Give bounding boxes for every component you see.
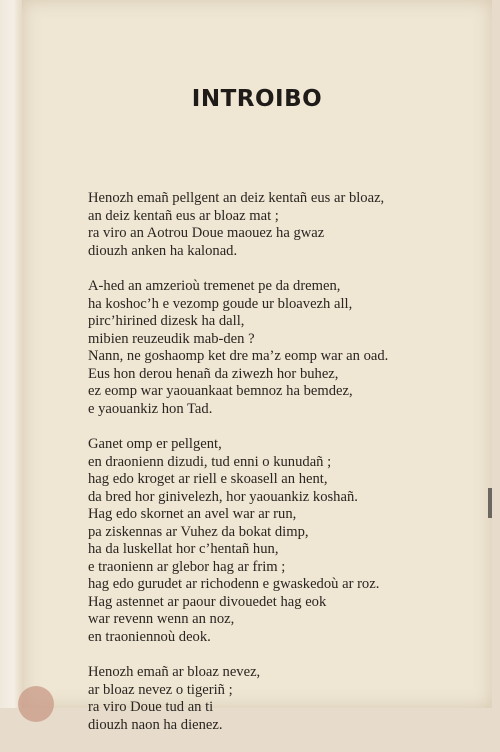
poem-line: ha koshoc’h e vezomp goude ur bloavezh all, <box>88 295 353 312</box>
poem-line: ha da luskellat hor c’hentañ hun, <box>88 541 279 557</box>
poem-line: hag edo gurudet ar richodenn e gwaskedoù ar roz. <box>88 576 380 592</box>
stanza <box>88 664 500 734</box>
poem-line: en traoniennoù deok. <box>88 628 211 645</box>
poem-line: da bred hor ginivelezh, hor yaouankiz koshañ. <box>88 488 358 505</box>
stanza <box>88 190 500 260</box>
poem-line: pa ziskennas ar Vuhez da bokat dimp, <box>88 523 309 540</box>
book-page <box>22 0 492 733</box>
poem-line: ra viro Doue tud an ti <box>88 699 214 715</box>
poem-line: Hag astennet ar paour divouedet hag eok <box>88 593 327 610</box>
poem-line: ez eomp war yaouankaat bemnoz ha bemdez, <box>88 383 353 399</box>
poem-line: mibien reuzeudik mab-den ? <box>88 330 255 347</box>
poem-line: an deiz kentañ eus ar bloaz mat ; <box>88 207 279 224</box>
poem-title: INTROIBO <box>191 86 323 112</box>
poem-line: hag edo kroget ar riell e skoasell an hent, <box>88 471 328 487</box>
poem-line: Henozh emañ ar bloaz nevez, <box>88 664 261 680</box>
poem-line: pirc’hirined dizesk ha dall, <box>88 313 245 329</box>
poem-line: Henozh emañ pellgent an deiz kentañ eus ar bloaz, <box>88 190 385 206</box>
poem-line: e yaouankiz hon Tad. <box>88 400 213 417</box>
poem-line: Hag edo skornet an avel war ar run, <box>88 506 297 522</box>
page-tab-marker <box>488 488 492 518</box>
stanza <box>88 278 500 418</box>
poem-line: war revenn wenn an noz, <box>88 611 235 627</box>
poem-line: diouzh naon ha dienez. <box>88 716 223 733</box>
poem-line: en draonienn dizudi, tud enni o kunudañ ; <box>88 453 332 470</box>
poem-line: Ganet omp er pellgent, <box>88 436 222 452</box>
stanza <box>88 436 500 646</box>
poem-line: e traonienn ar glebor hag ar frim ; <box>88 558 286 575</box>
poem-line: ra viro an Aotrou Doue maouez ha gwaz <box>88 225 325 241</box>
poem-body <box>88 190 500 752</box>
poem-line: A-hed an amzerioù tremenet pe da dremen, <box>88 278 341 294</box>
poem-line: Eus hon derou henañ da ziwezh hor buhez, <box>88 365 339 382</box>
page-edge <box>0 0 22 708</box>
poem-line: Nann, ne goshaomp ket dre ma’z eomp war an oad. <box>88 348 389 364</box>
poem-line: ar bloaz nevez o tigeriñ ; <box>88 681 233 698</box>
thumb-shadow <box>18 686 54 722</box>
poem-line: diouzh anken ha kalonad. <box>88 242 238 259</box>
